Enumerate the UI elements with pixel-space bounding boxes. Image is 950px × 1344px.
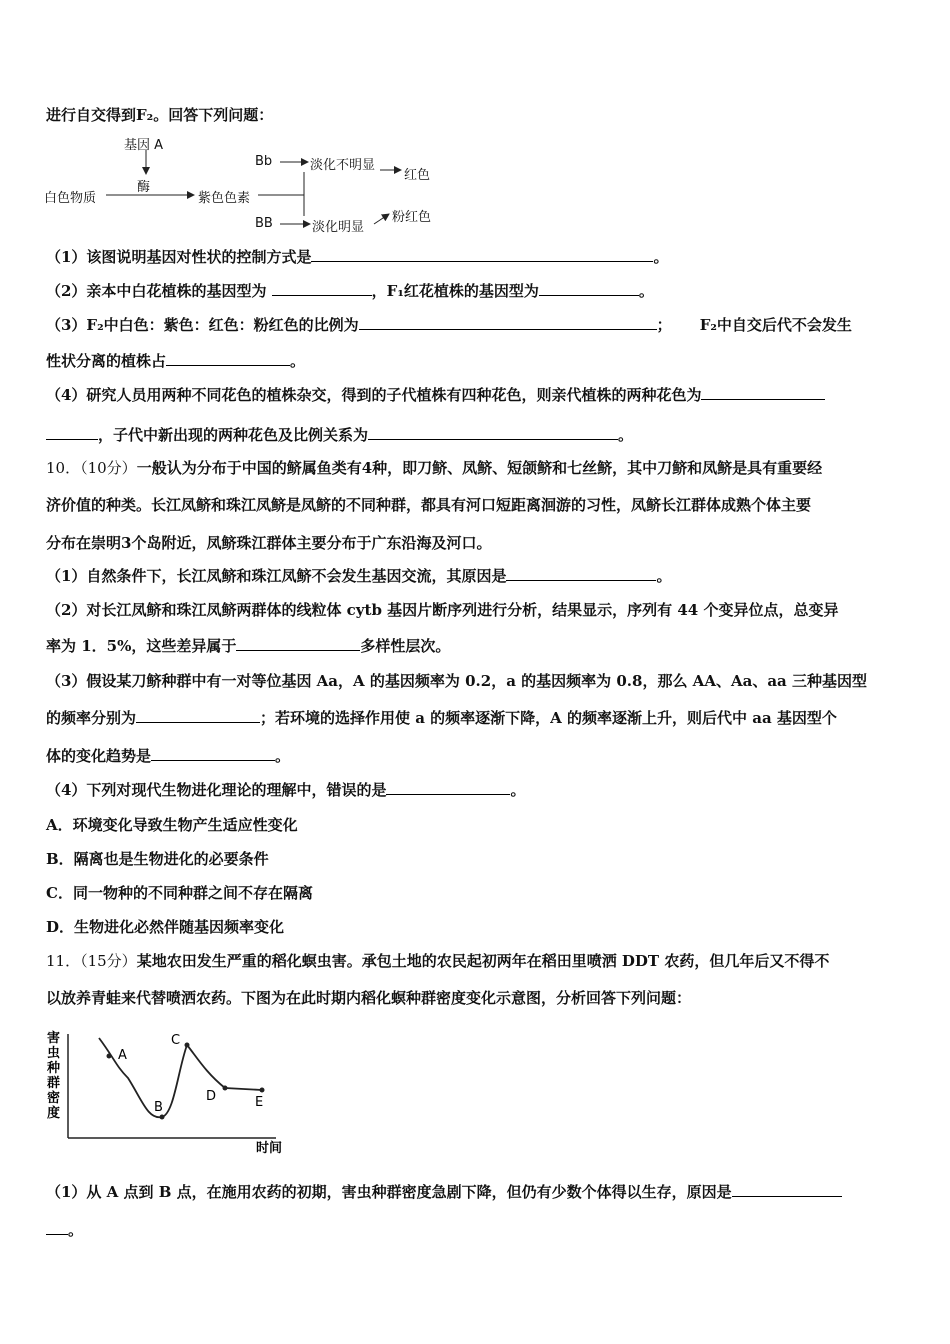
q10-part3: （3）假设某刀鲚种群中有一对等位基因 Aa，A 的基因频率为 0.2，a 的基因频率为 0.8，那么 AA、Aa、aa 三种基因型 — [46, 672, 867, 690]
q9-part3 — [46, 314, 852, 336]
white-substance-label: 白色物质 — [44, 191, 97, 206]
point-label-a: A — [118, 1048, 127, 1063]
q9-part1-text: （1）该图说明基因对性状的控制方式是 — [46, 248, 312, 266]
q9-part2 — [46, 280, 654, 302]
point-label-c: C — [171, 1033, 181, 1048]
BB-label: BB — [255, 216, 273, 231]
q9-part3-text-c: F₂中自交后代不会发生 — [699, 316, 852, 334]
answer-blank[interactable] — [136, 707, 260, 723]
answer-blank[interactable] — [272, 280, 372, 296]
q11-part1 — [46, 1181, 842, 1203]
q10-part1-text: （1）自然条件下，长江凤鲚和珠江凤鲚不会发生基因交流，其原因是 — [46, 567, 507, 585]
q10-part2-text-b: 率为 1．5%，这些差异属于 — [46, 637, 237, 655]
y-axis-label-char: 度 — [47, 1106, 61, 1121]
q9-part2-text-b: ，F₁红花植株的基因型为 — [371, 282, 539, 300]
answer-blank[interactable] — [46, 1219, 68, 1235]
answer-blank[interactable] — [236, 635, 360, 651]
intro-text: 进行自交得到F₂。回答下列问题： — [46, 106, 274, 124]
q9-part2-text-a: （2）亲本中白花植株的基因型为 — [46, 282, 272, 300]
q10-part4 — [46, 779, 525, 801]
period: 。 — [618, 426, 634, 444]
q10-part3-text-b: 的频率分别为 — [46, 709, 137, 727]
q10-part3-cont2 — [46, 745, 290, 767]
q10-part3-text-c: ；若环境的选择作用使 a 的频率逐渐下降，A 的频率逐渐上升，则后代中 aa 基因型个 — [260, 709, 837, 727]
point-d — [223, 1086, 228, 1091]
q11-part1-text: （1）从 A 点到 B 点，在施用农药的初期，害虫种群密度急剧下降，但仍有少数个体得以生存，原因是 — [46, 1183, 732, 1201]
pathway-arrows — [44, 132, 464, 240]
q9-part4-cont — [46, 424, 633, 446]
period: 。 — [275, 747, 291, 765]
q10-part1 — [46, 565, 671, 587]
q10-option-d[interactable]: D．生物进化必然伴随基因频率变化 — [46, 918, 285, 936]
q9-part3-text-d: 性状分离的植株占 — [46, 352, 167, 370]
q10-stem-line1 — [46, 457, 822, 479]
point-label-b: B — [154, 1100, 163, 1115]
gene-pathway-diagram — [44, 132, 464, 240]
q9-part4-text-b: ，子代中新出现的两种花色及比例关系为 — [98, 426, 369, 444]
y-axis-label-char: 虫 — [47, 1046, 61, 1061]
q9-part3-cont — [46, 350, 305, 372]
faint-label: 淡化不明显 — [310, 158, 376, 173]
q10-part3-text-d: 体的变化趋势是 — [46, 747, 152, 765]
q9-part3-text-b: ； — [656, 316, 672, 334]
y-axis-label-char: 群 — [47, 1076, 61, 1091]
q10-number: 10．（10分） — [46, 459, 137, 477]
q11-number: 11．（15分） — [46, 952, 137, 970]
period: 。 — [510, 781, 526, 799]
q10-part2-cont — [46, 635, 450, 657]
point-label-d: D — [206, 1089, 217, 1104]
y-axis-label-char: 害 — [47, 1031, 61, 1046]
y-axis-label-char: 种 — [47, 1061, 61, 1076]
answer-blank[interactable] — [151, 745, 275, 761]
y-axis-label-char: 密 — [47, 1091, 61, 1106]
answer-blank[interactable] — [359, 314, 657, 330]
gene-a-label: 基因 A — [124, 138, 164, 153]
q10-part2: （2）对长江凤鲚和珠江凤鲚两群体的线粒体 cytb 基因片断序列进行分析，结果显示，序列有 44 个变异位点，总变异 — [46, 601, 839, 619]
q10-option-a[interactable]: A．环境变化导致生物产生适应性变化 — [46, 816, 298, 834]
q9-part4-text-a: （4）研究人员用两种不同花色的植株杂交，得到的子代植株有四种花色，则亲代植株的两种花色为 — [46, 386, 702, 404]
q10-stem-line3: 分布在崇明3个岛附近，凤鲚珠江群体主要分布于广东沿海及河口。 — [46, 534, 492, 552]
q11-stem-line1 — [46, 950, 829, 972]
q9-part4 — [46, 384, 825, 406]
q9-part3-text-a: （3）F₂中白色：紫色：红色：粉红色的比例为 — [46, 316, 359, 334]
point-b — [160, 1115, 165, 1120]
point-c — [185, 1043, 190, 1048]
q10-stem-line2: 济价值的种类。长江凤鲚和珠江凤鲚是凤鲚的不同种群，都具有河口短距离洄游的习性，凤鲚长江群体成熟个体主要 — [46, 496, 812, 514]
answer-blank[interactable] — [386, 779, 510, 795]
q11-stem-text-1: 某地农田发生严重的稻化螟虫害。承包土地的农民起初两年在稻田里喷洒 DDT 农药，但几年后又不得不 — [136, 952, 830, 970]
answer-blank[interactable] — [46, 424, 98, 440]
period: 。 — [68, 1221, 84, 1239]
q10-part4-text: （4）下列对现代生物进化理论的理解中，错误的是 — [46, 781, 387, 799]
answer-blank[interactable] — [506, 565, 656, 581]
answer-blank[interactable] — [166, 350, 290, 366]
red-label: 红色 — [404, 168, 431, 183]
bb-label: Bb — [255, 154, 273, 169]
answer-blank[interactable] — [701, 384, 825, 400]
answer-blank[interactable] — [368, 424, 618, 440]
q9-part1 — [46, 246, 668, 268]
point-label-e: E — [255, 1095, 264, 1110]
q11-part1-cont — [46, 1219, 83, 1241]
answer-blank[interactable] — [311, 246, 653, 262]
population-density-chart — [44, 1028, 284, 1158]
period: 。 — [653, 248, 669, 266]
enzyme-label: 酶 — [137, 180, 151, 195]
obvious-label: 淡化明显 — [312, 220, 365, 235]
pink-label: 粉红色 — [392, 210, 432, 225]
q10-part3-cont — [46, 707, 837, 729]
answer-blank[interactable] — [539, 280, 639, 296]
q10-stem-text-1: 一般认为分布于中国的鲚属鱼类有4种，即刀鲚、凤鲚、短颌鲚和七丝鲚，其中刀鲚和凤鲚是具有重要经 — [136, 459, 823, 477]
point-a — [107, 1054, 112, 1059]
answer-blank[interactable] — [732, 1181, 842, 1197]
q10-part2-text-c: 多样性层次。 — [360, 637, 451, 655]
point-e — [260, 1088, 265, 1093]
q11-stem-line2: 以放养青蛙来代替喷洒农药。下图为在此时期内稻化螟种群密度变化示意图，分析回答下列问题： — [46, 989, 692, 1007]
period: 。 — [638, 282, 654, 300]
y-axis-label — [46, 1030, 61, 1121]
purple-pigment-label: 紫色色素 — [198, 191, 251, 206]
period: 。 — [656, 567, 672, 585]
q10-option-c[interactable]: C．同一物种的不同种群之间不存在隔离 — [46, 884, 313, 902]
period: 。 — [290, 352, 306, 370]
q10-option-b[interactable]: B．隔离也是生物进化的必要条件 — [46, 850, 269, 868]
x-axis-label: 时间 — [256, 1141, 283, 1156]
